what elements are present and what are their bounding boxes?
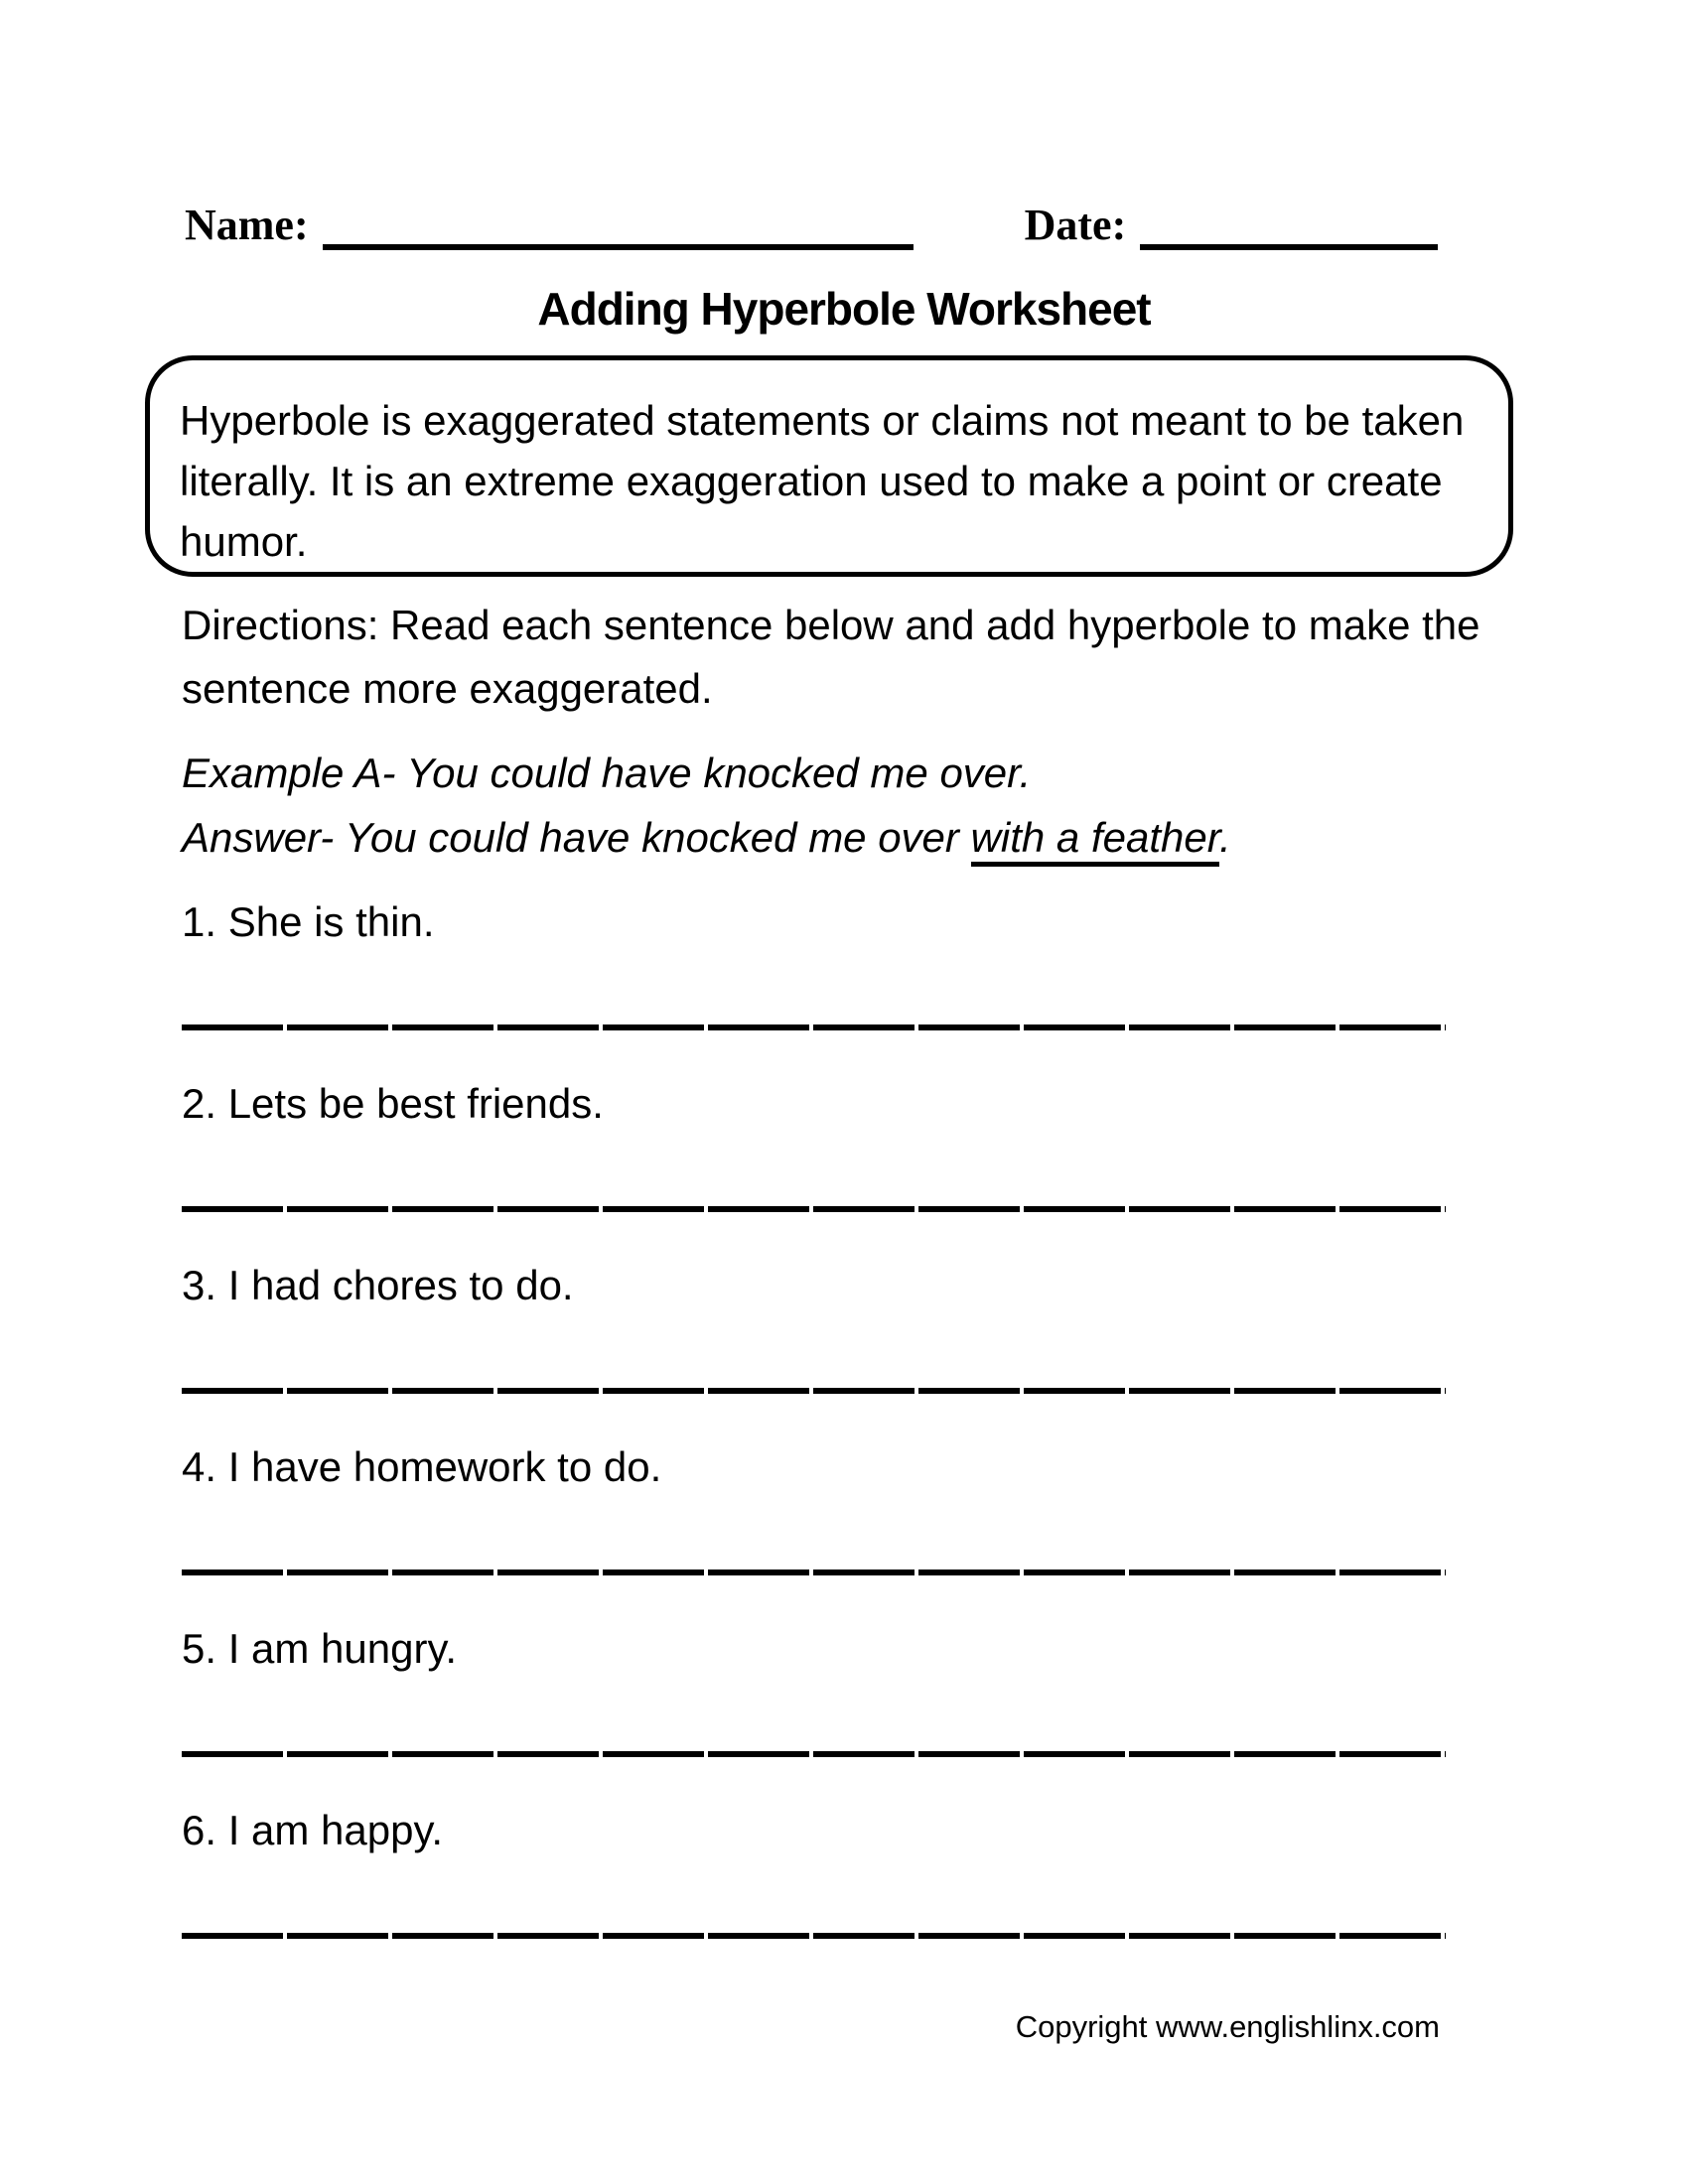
name-blank-field[interactable] (323, 201, 914, 250)
definition-line-1: Hyperbole is exaggerated statements or claims not meant to be taken (180, 397, 1465, 444)
question-3-answer-line[interactable] (182, 1388, 1446, 1394)
question-4-text: 4. I have homework to do. (182, 1443, 662, 1490)
definition-box (145, 355, 1513, 577)
question-3-text: 3. I had chores to do. (182, 1262, 574, 1308)
date-label: Date: (1024, 201, 1127, 249)
question-4-answer-line[interactable] (182, 1570, 1446, 1575)
example-block (182, 741, 1231, 870)
example-sentence: Example A- You could have knocked me over. (182, 750, 1032, 796)
directions-line-1: Directions: Read each sentence below and add hyperbole to make the (182, 602, 1480, 648)
directions-text (182, 594, 1480, 721)
example-answer (182, 805, 1231, 870)
question-5-text: 5. I am hungry. (182, 1625, 458, 1672)
definition-line-2: literally. It is an extreme exaggeration used to make a point or create (180, 458, 1443, 504)
question-2-answer-line[interactable] (182, 1206, 1446, 1212)
question-6-text: 6. I am happy. (182, 1807, 444, 1853)
question-1-text: 1. She is thin. (182, 898, 435, 945)
name-label: Name: (185, 201, 309, 249)
question-1-answer-line[interactable] (182, 1024, 1446, 1030)
copyright-text: Copyright www.englishlinx.com (1015, 2009, 1440, 2044)
question-5-answer-line[interactable] (182, 1751, 1446, 1757)
answer-underlined-phrase: with a feather (971, 814, 1220, 867)
example-answer-suffix: . (1219, 814, 1231, 861)
example-answer-prefix: Answer- You could have knocked me over (182, 814, 971, 861)
header-row (185, 201, 1438, 250)
question-2-text: 2. Lets be best friends. (182, 1080, 604, 1127)
page-title: Adding Hyperbole Worksheet (537, 283, 1151, 335)
date-blank-field[interactable] (1140, 201, 1438, 250)
definition-line-3: humor. (180, 518, 308, 565)
directions-line-2: sentence more exaggerated. (182, 665, 713, 712)
question-6-answer-line[interactable] (182, 1933, 1446, 1939)
